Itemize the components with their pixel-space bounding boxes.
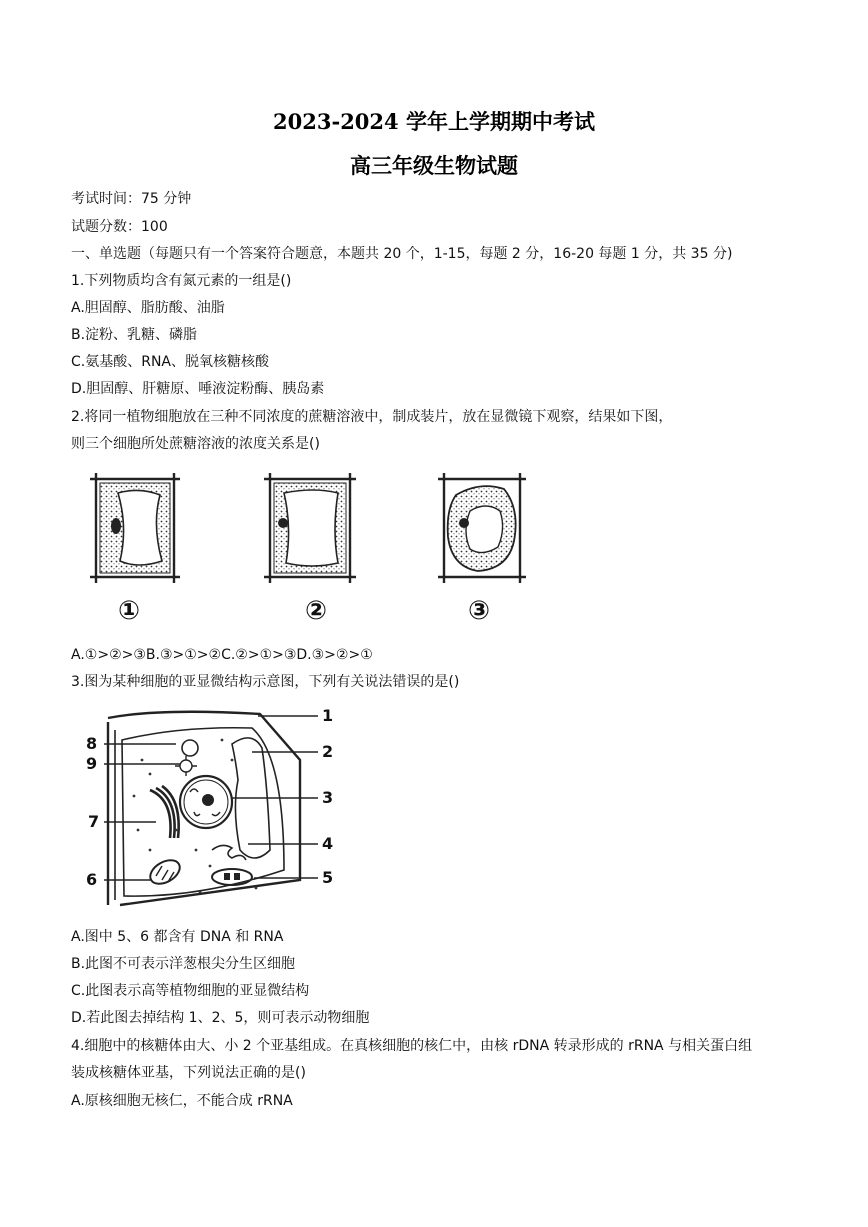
q3-option-d: D.若此图去掉结构 1、2、5，则可表示动物细胞 <box>71 1010 370 1026</box>
q4-option-a: A.原核细胞无核仁，不能合成 rRNA <box>71 1093 293 1109</box>
q3-stem: 3.图为某种细胞的亚显微结构示意图，下列有关说法错误的是() <box>71 674 460 690</box>
q1-option-c: C.氨基酸、RNA、脱氧核糖核酸 <box>71 354 270 370</box>
exam-subtitle: 高三年级生物试题 <box>350 153 518 178</box>
q1-stem: 1.下列物质均含有氮元素的一组是() <box>71 273 292 289</box>
cell-label-2: ② <box>305 596 328 626</box>
q3-label-1: 1 <box>322 706 334 725</box>
cell-3-diagram <box>438 473 526 583</box>
q2-options: A.①>②>③B.③>①>②C.②>①>③D.③>②>① <box>71 647 373 663</box>
q3-label-7: 7 <box>88 812 100 831</box>
q2-stem-line2: 则三个细胞所处蔗糖溶液的浓度关系是() <box>71 436 320 452</box>
q3-option-b: B.此图不可表示洋葱根尖分生区细胞 <box>71 956 296 972</box>
q3-label-5: 5 <box>322 868 334 887</box>
q3-label-4: 4 <box>322 834 334 853</box>
q3-label-2: 2 <box>322 742 334 761</box>
cell-1-diagram <box>90 473 180 583</box>
exam-score: 试题分数：100 <box>71 219 168 235</box>
section-heading: 一、单选题（每题只有一个答案符合题意，本题共 20 个，1-15，每题 2 分，16-20 每题 1 分，共 35 分) <box>71 246 733 262</box>
q3-label-9: 9 <box>86 754 98 773</box>
q2-stem-line1: 2.将同一植物细胞放在三种不同浓度的蔗糖溶液中，制成装片，放在显微镜下观察，结果如下图， <box>71 409 673 425</box>
cell-label-1: ① <box>118 596 141 626</box>
q3-option-c: C.此图表示高等植物细胞的亚显微结构 <box>71 983 310 999</box>
q1-option-a: A.胆固醇、脂肪酸、油脂 <box>71 300 225 316</box>
q3-label-8: 8 <box>86 734 98 753</box>
cell-2-diagram <box>264 473 356 583</box>
q2-cell-figure <box>0 465 868 665</box>
q4-stem-line1: 4.细胞中的核糖体由大、小 2 个亚基组成。在真核细胞的核仁中，由核 rDNA 转录形成的 rRNA 与相关蛋白组 <box>71 1038 753 1054</box>
q3-label-6: 6 <box>86 870 98 889</box>
q3-option-a: A.图中 5、6 都含有 DNA 和 RNA <box>71 929 284 945</box>
cell-label-3: ③ <box>468 596 491 626</box>
q4-stem-line2: 装成核糖体亚基，下列说法正确的是() <box>71 1065 306 1081</box>
q1-option-d: D.胆固醇、肝糖原、唾液淀粉酶、胰岛素 <box>71 381 325 397</box>
q3-cell-figure <box>0 700 868 910</box>
q1-option-b: B.淀粉、乳糖、磷脂 <box>71 327 198 343</box>
exam-title: 2023-2024 学年上学期期中考试 <box>273 109 595 134</box>
q3-label-3: 3 <box>322 788 334 807</box>
exam-time: 考试时间：75 分钟 <box>71 191 192 207</box>
